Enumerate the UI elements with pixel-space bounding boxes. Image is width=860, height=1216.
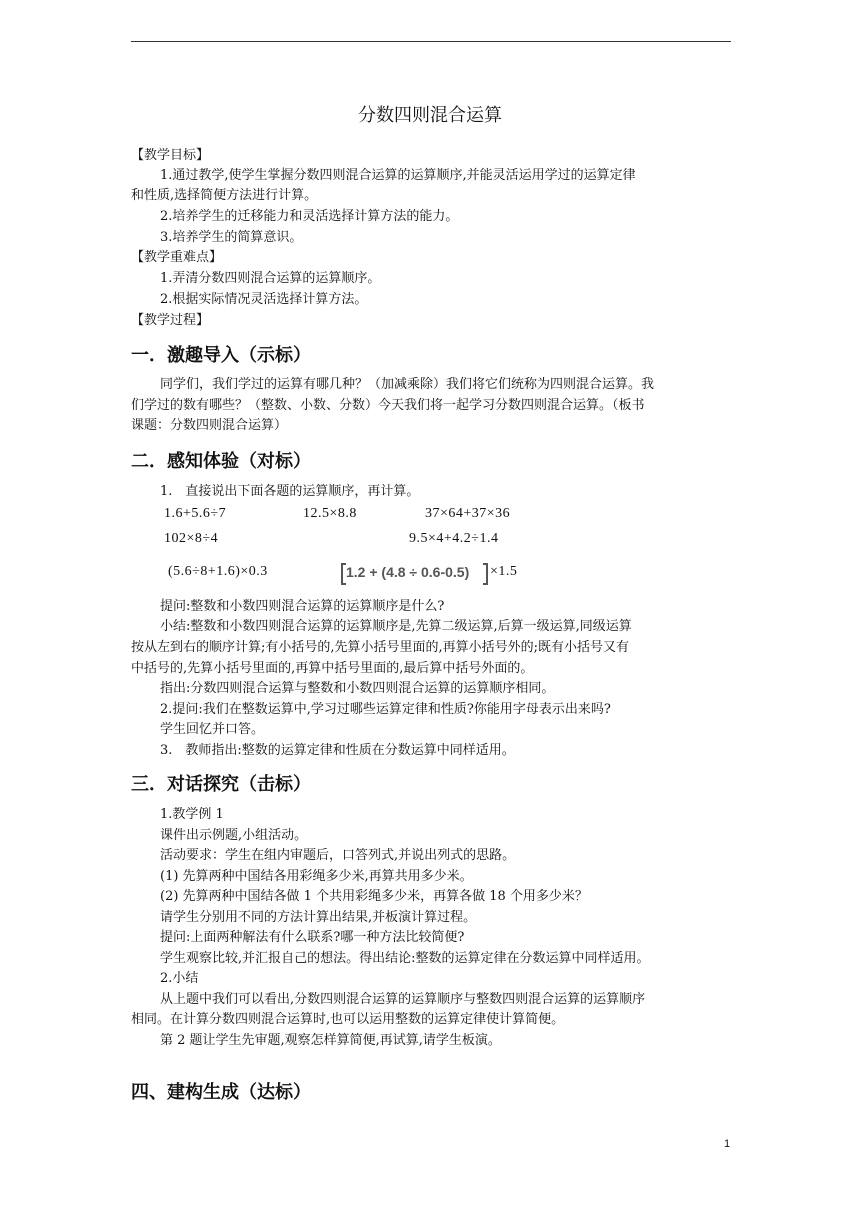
summary-label: 2.小结 [160,971,199,986]
keypoints-heading: 【教学重难点】 [131,250,223,265]
expression-6: (5.6÷8+1.6)×0.3 [168,564,268,579]
right-bracket-glyph [483,563,488,585]
question-3: 3. 教师指出:整数的运算定律和性质在分数运算中同样适用。 [160,743,515,758]
section-3-heading: 三．对话探究（击标） [131,774,311,795]
expression-3: 37×64+37×36 [425,506,511,521]
page-number: 1 [724,1138,731,1150]
courseware: 课件出示例题,小组活动。 [160,828,308,843]
ask-order: 提问:整数和小数四则混合运算的运算顺序是什么? [160,599,445,614]
section-1-heading: 一．激趣导入（示标） [131,345,311,366]
calc-request: 请学生分别用不同的方法计算出结果,并板演计算过程。 [160,910,477,925]
method-1: (1) 先算两种中国结各用彩绳多少米,再算共用多少米。 [160,869,473,884]
summary-line-3: 中括号的,先算小括号里面的,再算中括号里面的,最后算中括号外面的。 [131,661,534,676]
goal-2: 2.培养学生的迁移能力和灵活选择计算方法的能力。 [160,209,459,224]
method-2: (2) 先算两种中国结各做 1 个共用彩绳多少米，再算各做 18 个用多少米？ [160,889,588,904]
process-heading: 【教学过程】 [131,313,210,328]
section-1-para-line-2: 们学过的数有哪些？（整数、小数、分数）今天我们将一起学习分数四则混合运算。（板书 [131,398,645,413]
keypoint-1: 1.弄清分数四则混合运算的运算顺序。 [160,271,381,286]
summary-line-2: 按从左到右的顺序计算;有小括号的,先算小括号里面的,再算小括号外的;既有小括号又有 [131,640,630,655]
observe-conclusion: 学生观察比较,并汇报自己的想法。得出结论:整数的运算定律在分数运算中同样适用。 [160,951,650,966]
ask-relation: 提问:上面两种解法有什么联系?哪一种方法比较简便? [160,930,465,945]
goals-heading: 【教学目标】 [131,148,210,163]
section-1-para-line-1: 同学们，我们学过的运算有哪几种？（加减乘除）我们将它们统称为四则混合运算。我 [160,377,655,392]
section-1-para-line-3: 课题：分数四则混合运算） [131,418,288,433]
expression-5: 9.5×4+4.2÷1.4 [409,531,499,546]
document-title: 分数四则混合运算 [358,105,502,126]
expression-1: 1.6+5.6÷7 [164,506,227,521]
question-1: 1. 直接说出下面各题的运算顺序，再计算。 [160,484,420,499]
keypoint-2: 2.根据实际情况灵活选择计算方法。 [160,292,368,307]
expression-2: 12.5×8.8 [303,506,357,521]
expression-4: 102×8÷4 [164,531,219,546]
expression-7-tail: ×1.5 [490,564,518,579]
question-2: 2.提问:我们在整数运算中,学习过哪些运算定律和性质?你能用字母表示出来吗? [160,702,611,717]
summary-para-line-2: 相同。在计算分数四则混合运算时,也可以运用整数的运算定律使计算简便。 [131,1012,565,1027]
students-recall: 学生回忆并口答。 [160,722,265,737]
summary-para-line-1: 从上题中我们可以看出,分数四则混合运算的运算顺序与整数四则混合运算的运算顺序 [160,992,646,1007]
activity-requirement: 活动要求：学生在组内审题后，口答列式,并说出列式的思路。 [160,848,516,863]
section-4-heading: 四、建构生成（达标） [131,1082,311,1103]
header-rule [131,41,731,42]
expression-7-inner: 1.2 + (4.8 ÷ 0.6-0.5) [346,564,470,580]
example-1: 1.教学例 1 [160,807,224,822]
question-2-instruction: 第 2 题让学生先审题,观察怎样算简便,再试算,请学生板演。 [160,1033,501,1048]
section-2-heading: 二．感知体验（对标） [131,451,311,472]
goal-1-line-b: 和性质,选择简便方法进行计算。 [131,188,318,203]
goal-1-line-a: 1.通过教学,使学生掌握分数四则混合运算的运算顺序,并能灵活运用学过的运算定律 [160,168,636,183]
goal-3: 3.培养学生的简算意识。 [160,230,303,245]
summary-line-1: 小结:整数和小数四则混合运算的运算顺序是,先算二级运算,后算一级运算,同级运算 [160,619,632,634]
point-out: 指出:分数四则混合运算与整数和小数四则混合运算的运算顺序相同。 [160,681,555,696]
